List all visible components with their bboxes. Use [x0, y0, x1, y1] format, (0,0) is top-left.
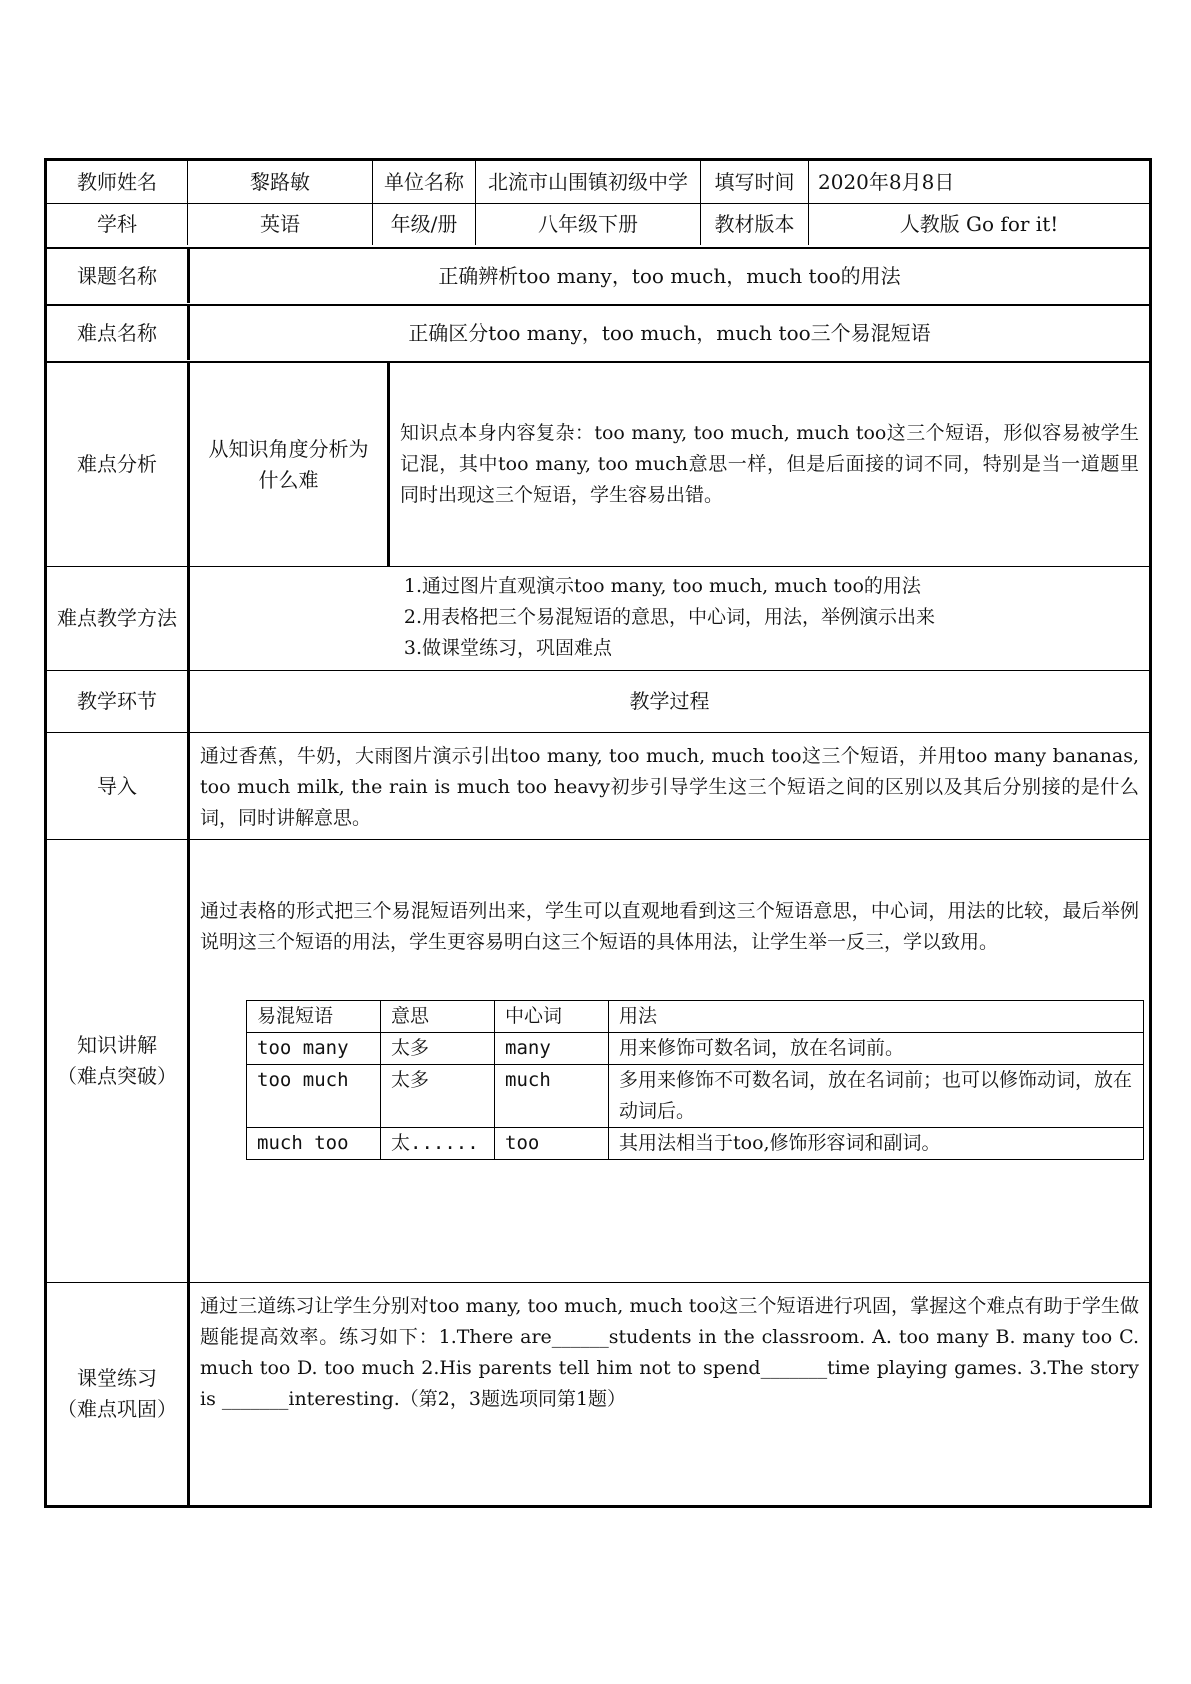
- topic-value: 正确辨析too many，too much，much too的用法: [187, 249, 1149, 303]
- meaning-cell: 太多: [381, 1033, 495, 1065]
- core-word-cell: many: [495, 1033, 609, 1065]
- analysis-row: [47, 361, 1149, 566]
- methods-label: 难点教学方法: [57, 606, 177, 630]
- topic-row: [47, 247, 1149, 303]
- practice-label-1: 课堂练习: [77, 1366, 157, 1390]
- process-value: 教学过程: [187, 671, 1149, 732]
- table-row: [247, 1128, 1144, 1160]
- edition-value: 人教版 Go for it!: [808, 204, 1149, 245]
- teacher-label: 教师姓名: [77, 169, 157, 194]
- subject-value: 英语: [187, 204, 372, 245]
- analysis-text: 知识点本身内容复杂：too many, too much, much too这三个短语，形似容易被学生记混，其中too many, too much意思一样，但是后面接的词不同，特别是当一道题里同时出现这三个短语，学生容易出错。: [400, 422, 1139, 506]
- info-row-1: [47, 161, 1149, 203]
- usage-cell: 其用法相当于too,修饰形容词和副词。: [609, 1128, 1144, 1160]
- header-meaning: 意思: [381, 1001, 495, 1033]
- grade-value: 八年级下册: [475, 204, 700, 245]
- usage-cell: 用来修饰可数名词，放在名词前。: [609, 1033, 1144, 1065]
- phrase-cell: too much: [247, 1065, 381, 1128]
- lesson-plan-table: [44, 158, 1152, 1508]
- methods-row: [47, 566, 1149, 670]
- analysis-label: 难点分析: [77, 452, 157, 476]
- difficulty-label: 难点名称: [77, 320, 157, 345]
- analysis-text-cell: [387, 363, 1149, 566]
- intro-text: 通过香蕉，牛奶，大雨图片演示引出too many, too much, much too这三个短语，并用too many bananas, too much milk, the rain is much too heavy初步引导学生这三个短语之间的区别以及其后分别接的是什么词，同时讲解意思。: [200, 745, 1139, 829]
- process-header-row: [47, 670, 1149, 732]
- knowledge-label-2: （难点突破）: [57, 1064, 177, 1088]
- edition-label: 教材版本: [700, 204, 808, 245]
- table-row: [247, 1065, 1144, 1128]
- date-label: 填写时间: [700, 161, 808, 203]
- methods-cell: [187, 567, 1149, 670]
- core-word-cell: much: [495, 1065, 609, 1128]
- practice-label-2: （难点巩固）: [57, 1397, 177, 1421]
- knowledge-label-cell: [47, 840, 187, 1282]
- unit-label: 单位名称: [372, 161, 475, 203]
- header-usage: 用法: [609, 1001, 1144, 1033]
- knowledge-text: 通过表格的形式把三个易混短语列出来，学生可以直观地看到这三个短语意思，中心词，用法的比较，最后举例说明这三个短语的用法，学生更容易明白这三个短语的具体用法，让学生举一反三，学以致用。: [200, 900, 1139, 953]
- knowledge-label-1: 知识讲解: [77, 1033, 157, 1057]
- practice-label-cell: [47, 1283, 187, 1505]
- header-core-word: 中心词: [495, 1001, 609, 1033]
- method-item-2: 2.用表格把三个易混短语的意思，中心词，用法，举例演示出来: [403, 606, 936, 628]
- intro-row: [47, 732, 1149, 839]
- info-row-2: [47, 203, 1149, 245]
- difficulty-row: [47, 304, 1149, 360]
- methods-list: [394, 567, 945, 664]
- usage-cell: 多用来修饰不可数名词，放在名词前；也可以修饰动词，放在动词后。: [609, 1065, 1144, 1128]
- process-label: 教学环节: [77, 689, 157, 713]
- method-item-3: 3.做课堂练习，巩固难点: [403, 637, 613, 659]
- intro-label: 导入: [97, 773, 137, 798]
- comparison-table: [246, 1000, 1144, 1160]
- practice-cell: [187, 1283, 1149, 1505]
- meaning-cell: 太多: [381, 1065, 495, 1128]
- table-row: [247, 1033, 1144, 1065]
- meaning-cell: 太......: [381, 1128, 495, 1160]
- unit-value: 北流市山围镇初级中学: [475, 161, 700, 203]
- analysis-sub-label: 从知识角度分析为什么难: [187, 363, 387, 566]
- difficulty-value: 正确区分too many，too much，much too三个易混短语: [187, 306, 1149, 360]
- comparison-header-row: [247, 1001, 1144, 1033]
- grade-label: 年级/册: [372, 204, 475, 245]
- topic-label: 课题名称: [77, 263, 157, 288]
- method-item-1: 1.通过图片直观演示too many, too much, much too的用法: [403, 575, 921, 597]
- subject-label: 学科: [97, 212, 137, 236]
- phrase-cell: too many: [247, 1033, 381, 1065]
- phrase-cell: much too: [247, 1128, 381, 1160]
- intro-cell: [187, 733, 1149, 839]
- practice-text: 通过三道练习让学生分别对too many, too much, much too这三个短语进行巩固，掌握这个难点有助于学生做题能提高效率。练习如下：1.There are______students in the classroom. A. too many B. many too C. much too D. too much 2.His parents tell him not to spend_______time playing games. 3.The story is _______interesting.（第2，3题选项同第1题）: [200, 1295, 1139, 1410]
- core-word-cell: too: [495, 1128, 609, 1160]
- teacher-value: 黎路敏: [187, 161, 372, 203]
- header-phrase: 易混短语: [247, 1001, 381, 1033]
- date-value: 2020年8月8日: [808, 161, 1149, 203]
- practice-row: [47, 1282, 1149, 1505]
